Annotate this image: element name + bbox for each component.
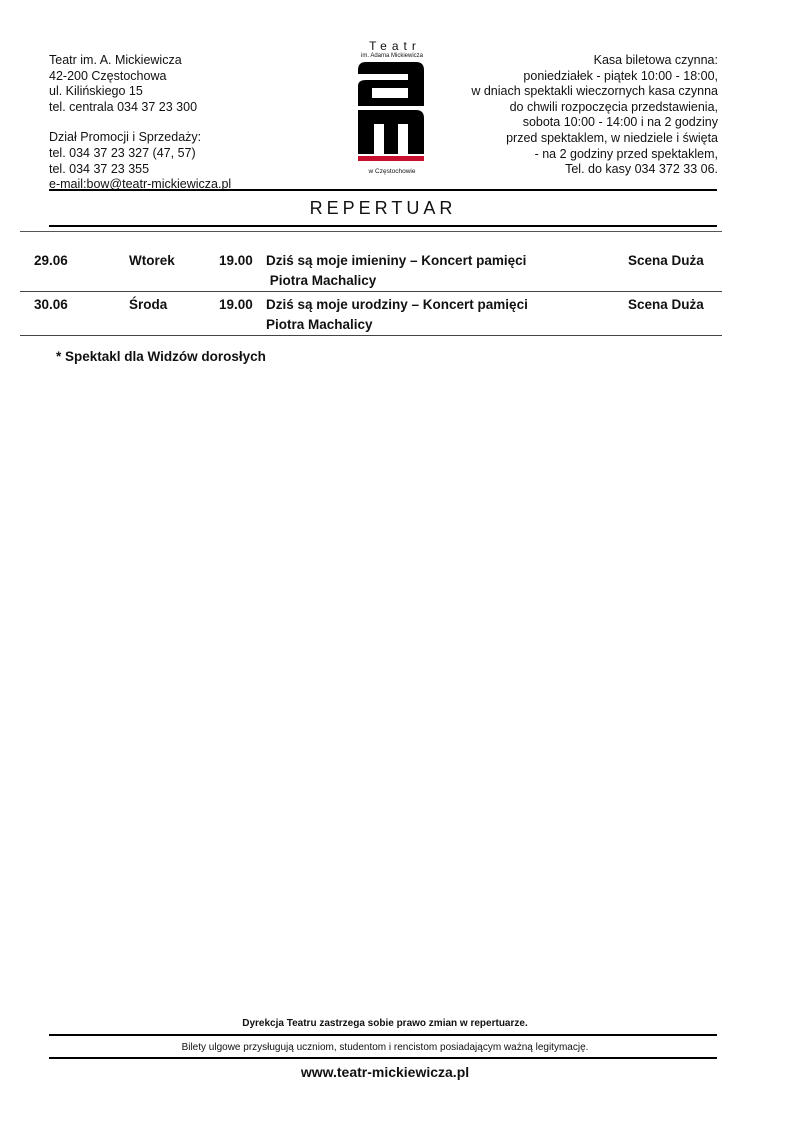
logo-top-text: Teatr (369, 39, 421, 53)
logo-sub-text: im. Adama Mickiewicza (360, 53, 423, 59)
box-office-line: - na 2 godziny przed spektaklem, (534, 146, 718, 161)
scene-cell: Scena Duża (628, 297, 704, 312)
repertoire-table (20, 232, 722, 336)
website-link[interactable]: www.teatr-mickiewicza.pl (300, 1064, 470, 1080)
promo-line: tel. 034 37 23 327 (47, 57) (49, 145, 196, 160)
title-cell (266, 292, 628, 336)
header-rule-top (49, 189, 717, 191)
page-title: REPERTUAR (309, 198, 457, 218)
time-cell: 19.00 (219, 297, 253, 312)
box-office-hours (471, 53, 718, 178)
theatre-contact-block (49, 53, 231, 193)
theatre-logo (356, 40, 428, 180)
footer-rule-top (49, 1034, 717, 1036)
address-line: Teatr im. A. Mickiewicza (49, 53, 182, 67)
promo-line: Dział Promocji i Sprzedaży: (49, 130, 202, 145)
logo-red-bar (358, 156, 424, 161)
footer-rule-bottom (49, 1057, 717, 1059)
title-line: Piotra Machalicy (266, 273, 377, 288)
box-office-line: w dniach spektakli wieczornych kasa czynna (471, 84, 718, 99)
day-cell: Środa (129, 297, 168, 312)
title-line: Dziś są moje imieniny – Koncert pamięci (266, 253, 527, 268)
address-line: ul. Kilińskiego 15 (49, 84, 143, 99)
scene-cell: Scena Duża (628, 253, 704, 268)
address-line: tel. centrala 034 37 23 300 (49, 99, 198, 114)
date-cell: 30.06 (34, 297, 68, 312)
header-rule-bottom (49, 225, 717, 227)
title-line: Piotra Machalicy (266, 317, 373, 332)
time-cell: 19.00 (219, 253, 253, 268)
audience-note: * Spektakl dla Widzów dorosłych (56, 349, 266, 364)
box-office-line: sobota 10:00 - 14:00 i na 2 godziny (522, 115, 718, 130)
logo-bottom-text: w Częstochowie (368, 168, 416, 175)
title-line: Dziś są moje urodziny – Koncert pamięci (266, 297, 528, 312)
address-line: 42-200 Częstochowa (49, 68, 167, 83)
day-cell: Wtorek (129, 253, 175, 268)
title-cell (266, 232, 628, 292)
footer-discount: Bilety ulgowe przysługują uczniom, studentom i rencistom posiadającym ważną legitymację. (181, 1042, 589, 1053)
box-office-line: Tel. do kasy 034 372 33 06. (565, 162, 718, 177)
footer-notice: Dyrekcja Teatru zastrzega sobie prawo zmian w repertuarze. (242, 1018, 528, 1029)
promo-line: tel. 034 37 23 355 (49, 161, 150, 176)
box-office-line: Kasa biletowa czynna: (593, 53, 718, 67)
am-logo-mark (356, 62, 426, 162)
date-cell: 29.06 (34, 253, 68, 268)
box-office-line: poniedziałek - piątek 10:00 - 18:00, (523, 68, 718, 83)
table-row (20, 292, 722, 336)
table-row (20, 232, 722, 292)
box-office-line: przed spektaklem, w niedziele i święta (506, 130, 718, 145)
promo-email[interactable]: e-mail:bow@teatr-mickiewicza.pl (49, 177, 232, 192)
box-office-line: do chwili rozpoczęcia przedstawienia, (509, 99, 718, 114)
